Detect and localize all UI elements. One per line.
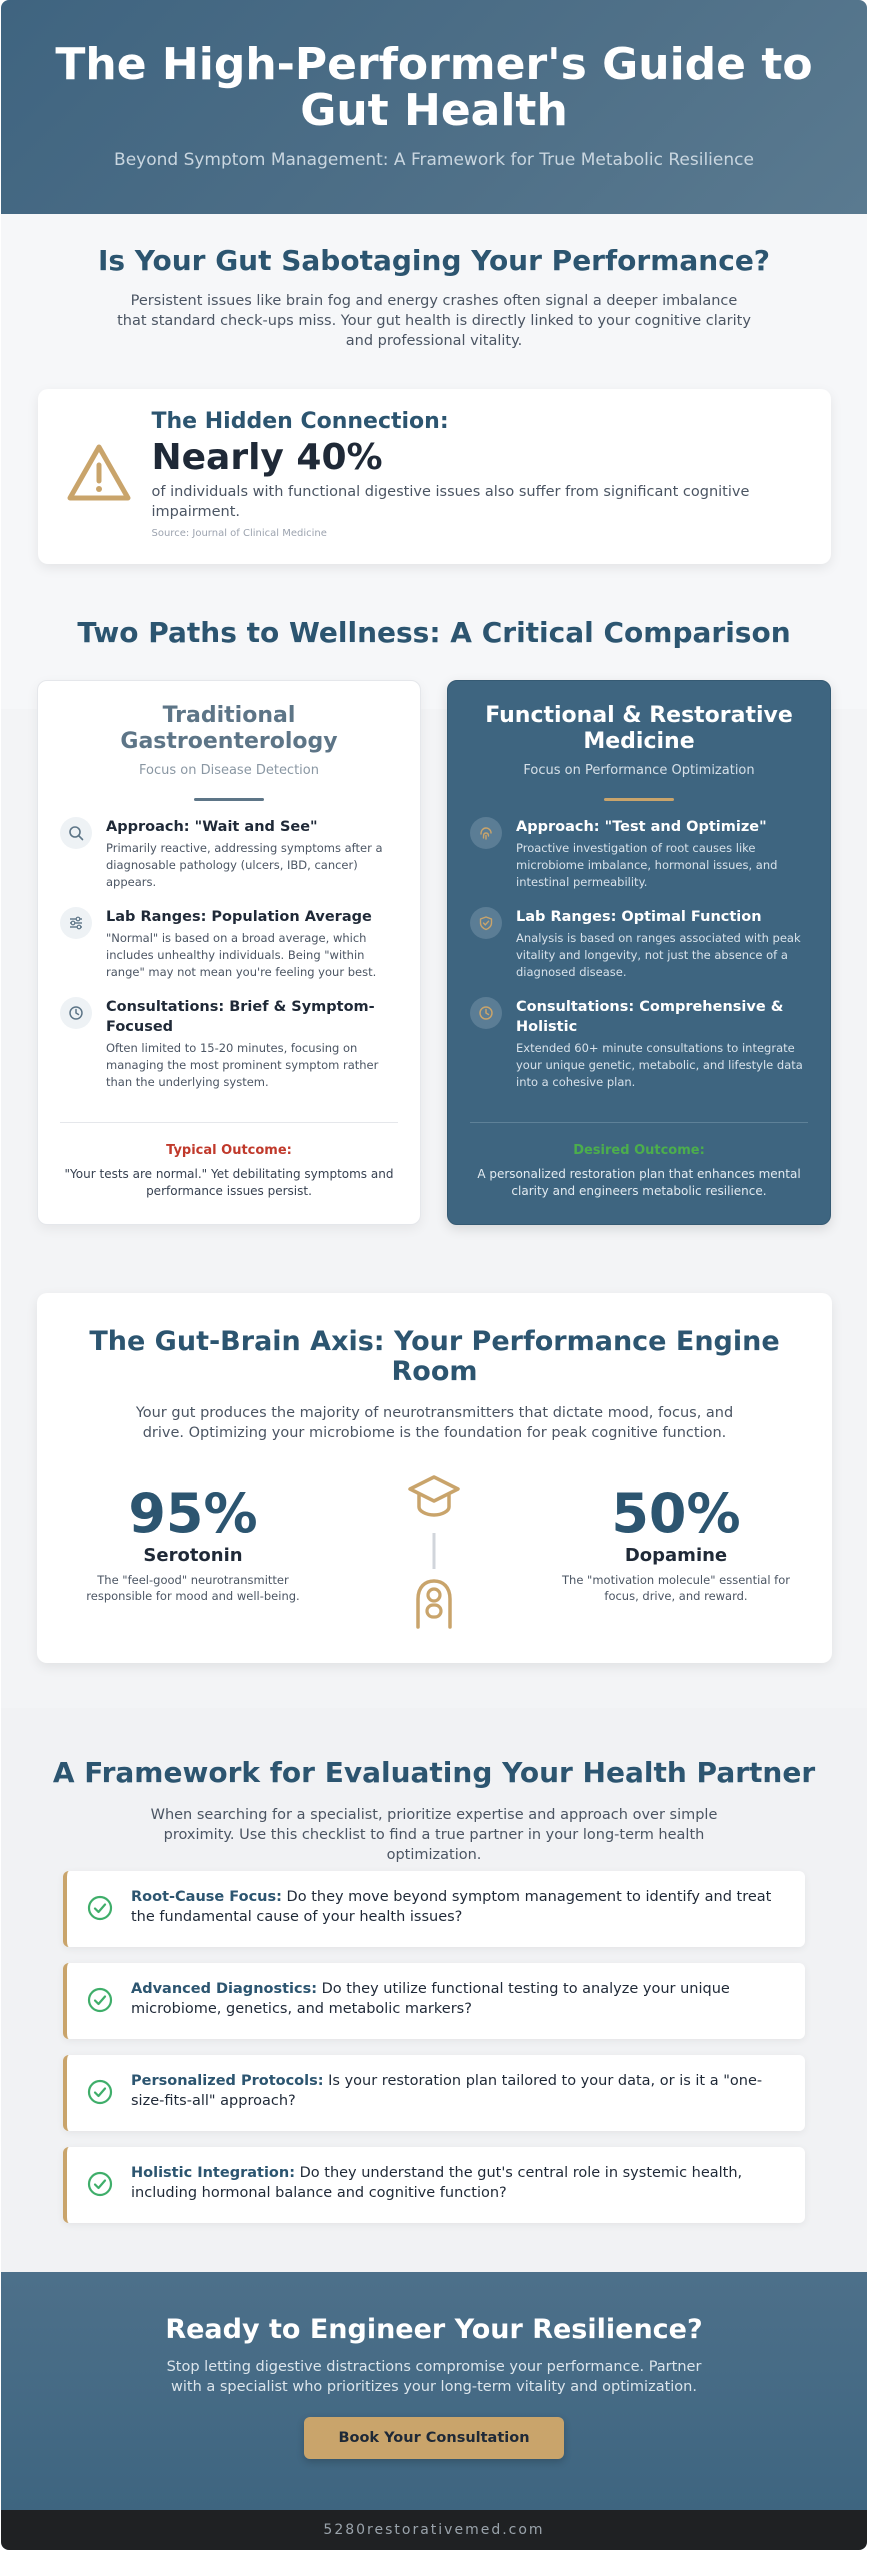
checklist-item-label: Root-Cause Focus:: [131, 1889, 282, 1905]
traditional-column: [37, 680, 421, 1225]
traditional-item: [60, 907, 398, 981]
intro-title: Is Your Gut Sabotaging Your Performance?: [97, 244, 771, 277]
functional-item-title: Consultations: Comprehensive & Holistic: [516, 999, 784, 1035]
gut-brain-title: The Gut-Brain Axis: Your Performance Engine Room: [89, 1326, 780, 1387]
functional-subtitle: Focus on Performance Optimization: [523, 763, 755, 778]
functional-outcome-label: Desired Outcome:: [573, 1143, 705, 1158]
checklist-item: [63, 2147, 805, 2223]
traditional-subtitle: Focus on Disease Detection: [138, 763, 319, 778]
functional-outcome: [470, 1143, 808, 1200]
traditional-outcome-label: Typical Outcome:: [166, 1143, 292, 1158]
warning-icon: [66, 443, 132, 503]
dopamine-stat: [556, 1482, 796, 1604]
framework-text: When searching for a specialist, prioritize expertise and approach over simple proximity. Use this checklist to find a true partner in your long-term health optimization.: [150, 1807, 718, 1863]
check-circle-icon: [87, 2079, 113, 2105]
gut-brain-card: [37, 1293, 832, 1663]
checklist-item: [63, 2055, 805, 2131]
clock-icon: [470, 997, 502, 1029]
functional-item-text: Extended 60+ minute consultations to integrate your unique genetic, metabolic, and lifestyle data into a cohesive plan.: [516, 1041, 803, 1089]
connector-line: [433, 1533, 436, 1569]
outcome-divider: [60, 1122, 398, 1123]
checklist-item-text: Do they utilize functional testing to analyze your unique microbiome, genetics, and metabolic markers?: [131, 1981, 730, 2017]
hidden-connection-card: [38, 389, 831, 564]
serotonin-stat: [73, 1482, 313, 1604]
checklist-item: [63, 1871, 805, 1947]
functional-item: [470, 997, 808, 1091]
traditional-outcome: [60, 1143, 398, 1200]
checklist-item-text: Is your restoration plan tailored to your data, or is it a "one-size-fits-all" approach?: [131, 2073, 763, 2109]
functional-item-text: Analysis is based on ranges associated with peak vitality and longevity, not just the absence of a diagnosed disease.: [516, 931, 801, 979]
framework-title: A Framework for Evaluating Your Health Partner: [52, 1756, 816, 1789]
check-circle-icon: [87, 1895, 113, 1921]
footer: [1, 2510, 867, 2550]
traditional-item-title: Approach: "Wait and See": [106, 819, 318, 835]
clock-icon: [60, 997, 92, 1029]
comparison-title: Two Paths to Wellness: A Critical Comparison: [77, 616, 791, 649]
outcome-divider: [470, 1122, 808, 1123]
page-title: The High-Performer's Guide to Gut Health: [55, 39, 813, 136]
intro-section: [1, 214, 867, 709]
stat-description: The "feel-good" neurotransmitter responsible for mood and well-being.: [86, 1573, 300, 1603]
functional-item-text: Proactive investigation of root causes like microbiome imbalance, hormonal issues, and intestinal permeability.: [516, 841, 778, 889]
checklist-item: [63, 1963, 805, 2039]
traditional-title: Traditional Gastroenterology: [120, 703, 338, 754]
stat-value: 95%: [128, 1482, 258, 1545]
traditional-item-title: Consultations: Brief & Symptom-Focused: [106, 999, 375, 1035]
comparison-section: [37, 680, 832, 1225]
functional-outcome-text: A personalized restoration plan that enhances mental clarity and engineers metabolic resilience.: [477, 1167, 801, 1198]
hidden-connection-text: of individuals with functional digestive issues also suffer from significant cognitive impairment.: [151, 484, 750, 520]
divider-bar: [194, 798, 264, 801]
shield-icon: [470, 907, 502, 939]
hidden-connection-source: Source: Journal of Clinical Medicine: [151, 528, 327, 539]
framework-section: [1, 1708, 867, 2272]
traditional-item: [60, 817, 398, 891]
stat-name: Dopamine: [624, 1545, 728, 1566]
hero-header: [1, 0, 867, 214]
traditional-item-text: Often limited to 15-20 minutes, focusing on managing the most prominent symptom rather than the underlying system.: [106, 1041, 379, 1089]
book-consultation-button[interactable]: Book Your Consultation: [304, 2417, 564, 2459]
traditional-item-text: "Normal" is based on a broad average, which includes unhealthy individuals. Being "within range" may not mean you're feeling your best.: [106, 931, 377, 979]
checklist-item-text: Do they understand the gut's central role in systemic health, including hormonal balance and cognitive function?: [131, 2165, 743, 2201]
fingerprint-icon: [470, 817, 502, 849]
stat-description: The "motivation molecule" essential for focus, drive, and reward.: [562, 1573, 790, 1603]
checklist-item-label: Advanced Diagnostics:: [131, 1981, 318, 1997]
stat-name: Serotonin: [143, 1545, 243, 1566]
cta-section: [1, 2272, 867, 2510]
search-icon: [60, 817, 92, 849]
checklist: [63, 1871, 805, 2239]
footer-link[interactable]: 5280restorativemed.com: [323, 2522, 545, 2538]
divider-bar: [604, 798, 674, 801]
graduation-cap-icon: [410, 1477, 458, 1515]
checklist-item-label: Personalized Protocols:: [131, 2073, 324, 2089]
check-circle-icon: [87, 1987, 113, 2013]
gut-brain-text: Your gut produces the majority of neurotransmitters that dictate mood, focus, and drive. Optimizing your microbiome is the foundation for peak cognitive function.: [135, 1405, 734, 1441]
functional-column: [447, 680, 831, 1225]
checklist-item-label: Holistic Integration:: [131, 2165, 295, 2181]
traditional-item-text: Primarily reactive, addressing symptoms after a diagnosable pathology (ulcers, IBD, cancer) appears.: [106, 841, 383, 889]
functional-item-title: Approach: "Test and Optimize": [516, 819, 767, 835]
intro-text: Persistent issues like brain fog and energy crashes often signal a deeper imbalance that standard check-ups miss. Your gut health is directly linked to your cognitive clarity and professional vitality.: [117, 293, 751, 349]
functional-item: [470, 907, 808, 981]
gut-icon: [418, 1581, 450, 1627]
traditional-item: [60, 997, 398, 1091]
hidden-connection-heading: The Hidden Connection:: [151, 409, 449, 434]
gut-brain-icons: [404, 1471, 464, 1631]
functional-item: [470, 817, 808, 891]
hidden-connection-stat: Nearly 40%: [151, 437, 383, 478]
traditional-outcome-text: "Your tests are normal." Yet debilitating symptoms and performance issues persist.: [64, 1167, 394, 1198]
checklist-item-text: Do they move beyond symptom management to identify and treat the fundamental cause of your health issues?: [131, 1889, 772, 1925]
traditional-item-title: Lab Ranges: Population Average: [106, 909, 372, 925]
cta-text: Stop letting digestive distractions compromise your performance. Partner with a specialist who prioritizes your long-term vitality and optimization.: [166, 2359, 702, 2395]
check-circle-icon: [87, 2171, 113, 2197]
cta-title: Ready to Engineer Your Resilience?: [165, 2314, 703, 2345]
sliders-icon: [60, 907, 92, 939]
page-subtitle: Beyond Symptom Management: A Framework for True Metabolic Resilience: [114, 150, 754, 170]
page: [1, 0, 867, 2550]
stat-value: 50%: [611, 1482, 741, 1545]
functional-title: Functional & Restorative Medicine: [485, 703, 793, 754]
functional-item-title: Lab Ranges: Optimal Function: [516, 909, 762, 925]
